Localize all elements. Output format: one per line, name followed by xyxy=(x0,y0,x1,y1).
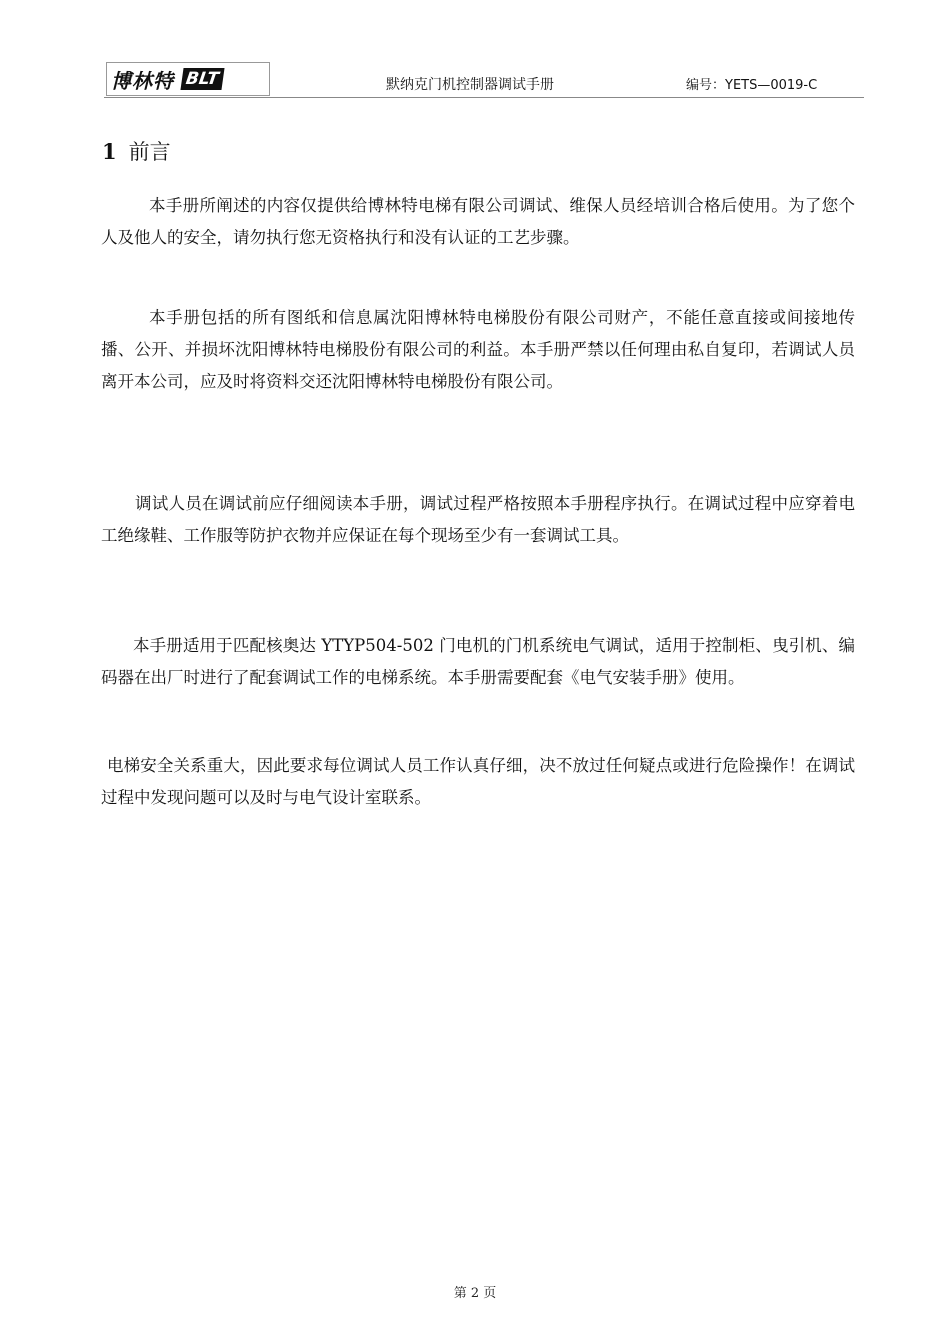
paragraph-2: 本手册包括的所有图纸和信息属沈阳博林特电梯股份有限公司财产，不能任意直接或间接地传播、公开、并损坏沈阳博林特电梯股份有限公司的利益。本手册严禁以任何理由私自复印，若调试人员离开本公司，应及时将资料交还沈阳博林特电梯股份有限公司。 xyxy=(101,308,855,391)
company-logo xyxy=(106,62,270,96)
section-number: 1 xyxy=(102,139,117,164)
header-divider xyxy=(104,97,864,98)
section-heading xyxy=(102,136,171,166)
logo-chinese-text: 博林特 xyxy=(111,68,174,93)
document-title: 默纳克门机控制器调试手册 xyxy=(386,77,554,93)
logo-english-text: BLT xyxy=(180,68,224,90)
paragraph-4: 本手册适用于匹配核奥达 YTYP504-502 门电机的门机系统电气调试，适用于控制柜、曳引机、编码器在出厂时进行了配套调试工作的电梯系统。本手册需要配套《电气安装手册》使用。 xyxy=(101,636,855,687)
page-number: 第 2 页 xyxy=(453,1286,497,1301)
paragraph-1: 本手册所阐述的内容仅提供给博林特电梯有限公司调试、维保人员经培训合格后使用。为了您个人及他人的安全，请勿执行您无资格执行和没有认证的工艺步骤。 xyxy=(101,196,855,247)
document-code: 编号：YETS—0019-C xyxy=(686,78,818,93)
section-title: 前言 xyxy=(128,140,171,164)
page-header xyxy=(104,62,864,98)
paragraph-5: 电梯安全关系重大，因此要求每位调试人员工作认真仔细，决不放过任何疑点或进行危险操作！在调试过程中发现问题可以及时与电气设计室联系。 xyxy=(101,756,855,807)
paragraph-3: 调试人员在调试前应仔细阅读本手册，调试过程严格按照本手册程序执行。在调试过程中应穿着电工绝缘鞋、工作服等防护衣物并应保证在每个现场至少有一套调试工具。 xyxy=(101,494,855,545)
